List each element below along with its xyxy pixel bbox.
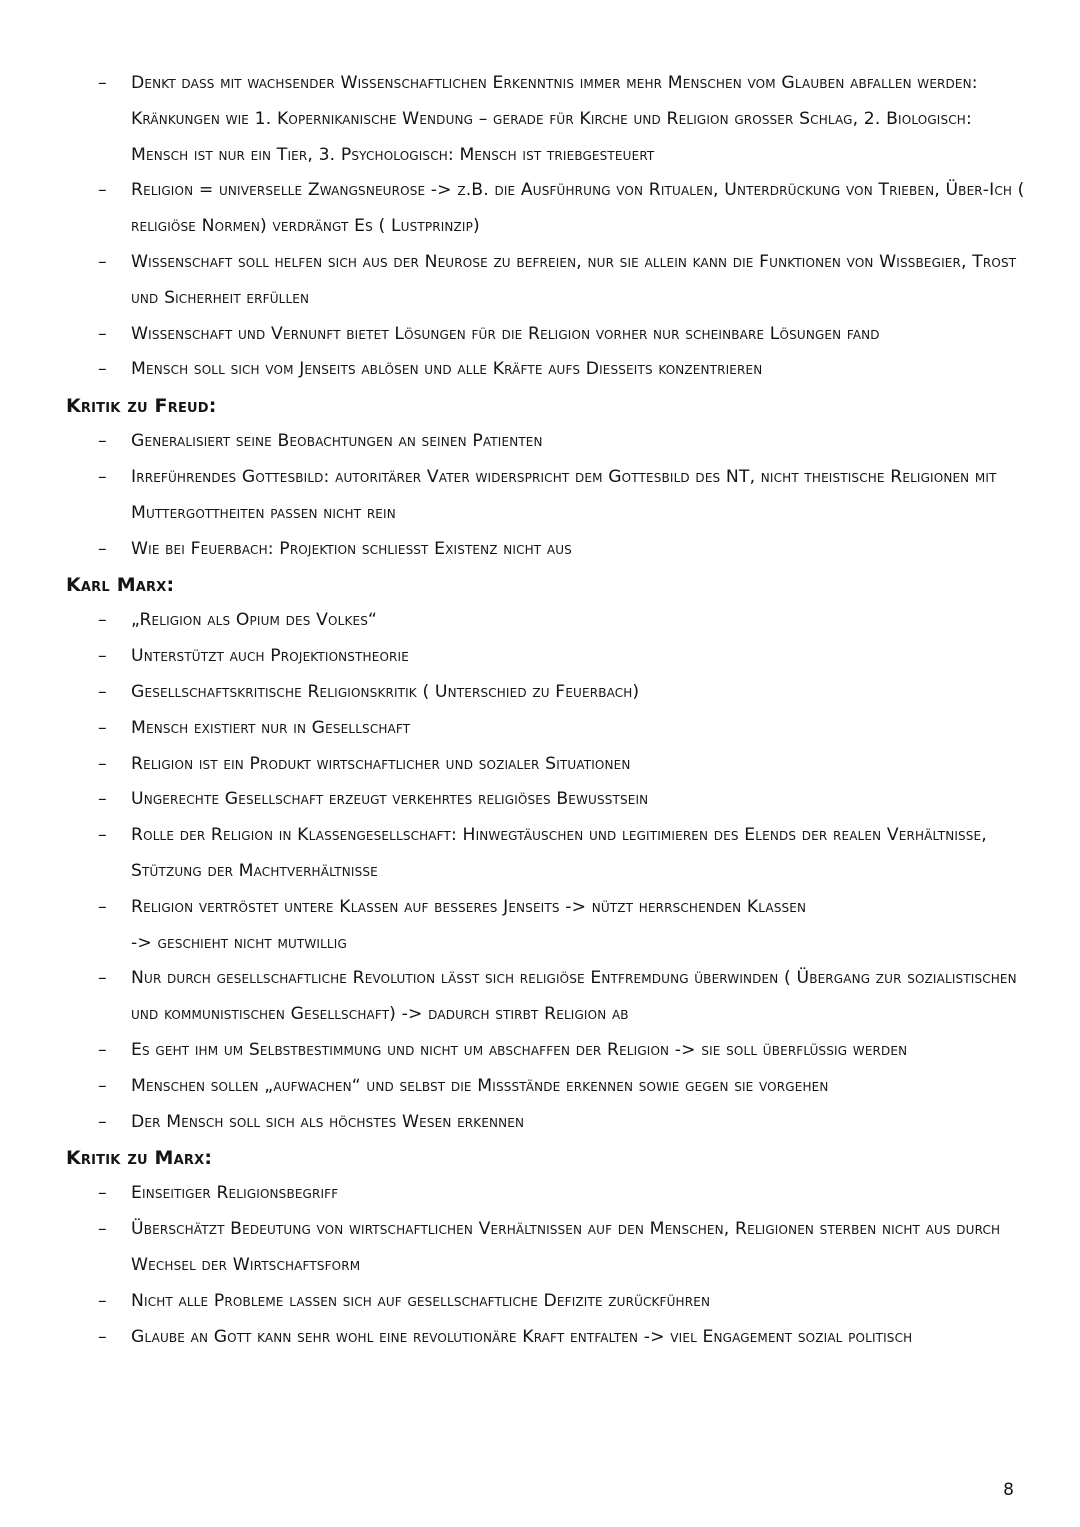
page-content: [66, 66, 1026, 1355]
list-item: [66, 1069, 1026, 1105]
list-item-text: Der Mensch soll sich als höchstes Wesen erkennen: [131, 1111, 525, 1132]
list-item: [66, 532, 1026, 568]
list-item-text: Nur durch gesellschaftliche Revolution lässt sich religiöse Entfremdung überwinden ( Übergang zur sozialistischen und kommunistischen Gesellschaft) -> dadurch stirbt Religion ab: [131, 968, 1017, 1025]
list-item-text: Religion = universelle Zwangsneurose -> z.B. die Ausführung von Ritualen, Unterdrückung von Trieben, Über-Ich ( religiöse Normen) verdrängt Es ( Lustprinzip): [131, 180, 1025, 237]
section-heading-kritik-marx: Kritik zu Marx:: [66, 1147, 213, 1170]
list-item-text: Rolle der Religion in Klassengesellschaft: Hinwegtäuschen und legitimieren des Elends der realen Verhältnisse, Stützung der Machtverhältnisse: [131, 825, 987, 881]
list-item: [66, 961, 1026, 1033]
list-item: [66, 782, 1026, 818]
bullet-dash: –: [98, 73, 107, 93]
bullet-dash: –: [98, 896, 107, 917]
list-item: [66, 173, 1026, 245]
list-item-text: Gesellschaftskritische Religionskritik ( Unterschied zu Feuerbach): [131, 681, 640, 702]
list-item-text: „Religion als Opium des Volkes“: [131, 610, 378, 631]
bullet-dash: –: [98, 825, 107, 846]
list-item-text: Generalisiert seine Beobachtungen an seinen Patienten: [131, 431, 543, 452]
bullet-dash: –: [98, 1219, 107, 1240]
list-item: [66, 352, 1026, 388]
list-item-text: Religion vertröstet untere Klassen auf besseres Jenseits -> nützt herrschenden Klassen -> geschieht nicht mutwillig: [131, 896, 807, 953]
list-item-text: Unterstützt auch Projektionstheorie: [131, 646, 409, 667]
section-heading-karl-marx: Karl Marx:: [66, 574, 175, 597]
list-item: [66, 639, 1026, 675]
bullet-dash: –: [98, 466, 107, 487]
bullet-dash: –: [98, 968, 107, 989]
list-item: [66, 747, 1026, 783]
bullet-dash: –: [98, 251, 107, 272]
list-item-text: Es geht ihm um Selbstbestimmung und nicht um abschaffen der Religion -> sie soll überflüssig werden: [131, 1039, 908, 1060]
list-item: [66, 1105, 1026, 1141]
list-item-text: Einseitiger Religionsbegriff: [131, 1183, 339, 1204]
list-item: [66, 890, 1026, 962]
list-item: [66, 818, 1026, 890]
list-item: [66, 460, 1026, 532]
bullet-dash: –: [98, 180, 107, 201]
list-item-text: Nicht alle Probleme lassen sich auf gesellschaftliche Defizite zurückführen: [131, 1290, 711, 1311]
bullet-dash: –: [98, 359, 107, 380]
bullet-dash: –: [98, 717, 107, 738]
list-item-text: Wie bei Feuerbach: Projektion schließt Existenz nicht aus: [131, 538, 572, 559]
bullet-dash: –: [98, 610, 107, 631]
list-item: [66, 1284, 1026, 1320]
page-number: 8: [1003, 1480, 1014, 1500]
bullet-dash: –: [98, 789, 107, 810]
list-item: [66, 66, 1026, 173]
list-item-text: Glaube an Gott kann sehr wohl eine revolutionäre Kraft entfalten -> viel Engagement sozial politisch: [131, 1326, 913, 1347]
bullet-dash: –: [98, 1039, 107, 1060]
list-item: [66, 317, 1026, 353]
list-item-text: Irreführendes Gottesbild: autoritärer Vater widerspricht dem Gottesbild des NT, nicht theistische Religionen mit Muttergottheiten passen nicht rein: [131, 466, 997, 523]
bullet-dash: –: [98, 1183, 107, 1204]
bullet-dash: –: [98, 431, 107, 452]
list-item: [66, 245, 1026, 317]
bullet-dash: –: [98, 753, 107, 774]
list-item: [66, 1212, 1026, 1284]
list-item-text: Wissenschaft und Vernunft bietet Lösungen für die Religion vorher nur scheinbare Lösungen fand: [131, 323, 880, 344]
list-item-text: Mensch existiert nur in Gesellschaft: [131, 717, 411, 738]
list-item-text: Religion ist ein Produkt wirtschaftlicher und sozialer Situationen: [131, 753, 631, 774]
list-item-text: Wissenschaft soll helfen sich aus der Neurose zu befreien, nur sie allein kann die Funktionen von Wissbegier, Trost und Sicherheit erfüllen: [131, 251, 1017, 308]
list-item-text: Denkt dass mit wachsender Wissenschaftlichen Erkenntnis immer mehr Menschen vom Glauben abfallen werden: Kränkungen wie 1. Kopernikanische Wendung – gerade für Kirche und Religion großer Schlag, 2. Biologisch: Mensch ist nur ein Tier, 3. Psychologisch: Mensch ist triebgesteuert: [131, 73, 978, 165]
list-item: [66, 1033, 1026, 1069]
list-item-text: Mensch soll sich vom Jenseits ablösen und alle Kräfte aufs Diesseits konzentrieren: [131, 359, 763, 380]
list-item: [66, 1320, 1026, 1356]
freud-continued-list: [66, 66, 1026, 388]
kritik-freud-list: [66, 424, 1026, 567]
kritik-marx-list: [66, 1176, 1026, 1355]
list-item: [66, 711, 1026, 747]
list-item: [66, 603, 1026, 639]
bullet-dash: –: [98, 1075, 107, 1096]
list-item-text: Überschätzt Bedeutung von wirtschaftlichen Verhältnissen auf den Menschen, Religionen sterben nicht aus durch Wechsel der Wirtschaftsform: [131, 1219, 1001, 1275]
section-heading-kritik-freud: Kritik zu Freud:: [66, 395, 217, 418]
karl-marx-list: [66, 603, 1026, 1140]
bullet-dash: –: [98, 1326, 107, 1347]
list-item: [66, 1176, 1026, 1212]
list-item-text: Ungerechte Gesellschaft erzeugt verkehrtes religiöses Bewusstsein: [131, 789, 649, 810]
bullet-dash: –: [98, 646, 107, 667]
bullet-dash: –: [98, 538, 107, 559]
bullet-dash: –: [98, 323, 107, 344]
list-item: [66, 424, 1026, 460]
list-item: [66, 675, 1026, 711]
bullet-dash: –: [98, 1290, 107, 1311]
bullet-dash: –: [98, 681, 107, 702]
bullet-dash: –: [98, 1111, 107, 1132]
list-item-text: Menschen sollen „aufwachen“ und selbst die Missstände erkennen sowie gegen sie vorgehen: [131, 1075, 829, 1096]
